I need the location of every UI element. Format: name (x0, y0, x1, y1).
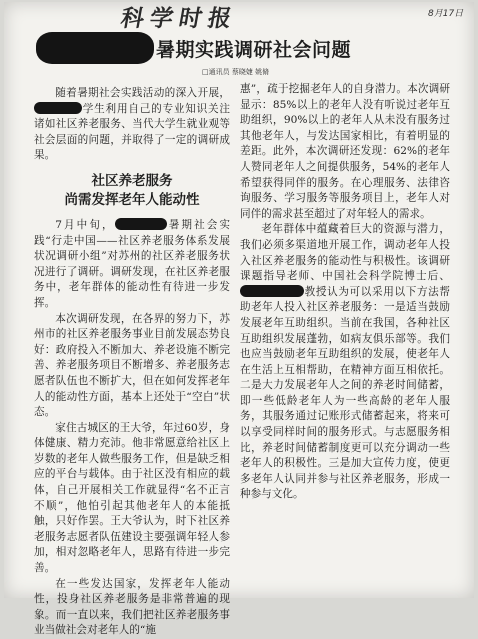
paragraph: 本次调研发现，在各界的努力下，苏州市的社区养老服务事业目前发展态势良好：政府投入不断加大、养老设施不断完善、养老服务项目不断增多、养老服务志愿者队伍也不断扩大，但在如何发挥老年人的能动性方面，基本上还处于“空白”状态。 (34, 312, 230, 419)
section-subheading (34, 172, 230, 210)
paragraph-text: 7月中旬， (55, 218, 115, 231)
redaction-block (36, 32, 154, 64)
paragraph: 家住古城区的王大爷，年过60岁，身体健康、精力充沛。他非常愿意给社区上岁数的老年人做些服务工作，但是缺乏相应的平台与载体。由于社区没有相应的载体，自己开展相关工作就显得“名不正言不顺”，他怕引起其他老年人的本能抵触，只好作罢。王大爷认为，时下社区养老服务志愿者队伍建设主要强调年轻人参加，相对忽略老年人，思路有待进一步完善。 (34, 421, 230, 575)
article-column-right (240, 82, 450, 598)
paragraph (34, 218, 230, 312)
paragraph-text: 学生利用自己的专业知识关注诸如社区养老服务、当代大学生就业观等社会层面的问题，并取得了一定的调研成果。 (34, 102, 230, 162)
paragraph-text: 随着暑期社会实践活动的深入开展， (55, 87, 230, 99)
paragraph (34, 86, 230, 164)
redaction-block (115, 218, 167, 230)
subheading-line: 社区养老服务 (91, 172, 173, 189)
subheading-line: 尚需发挥老年人能动性 (64, 191, 200, 208)
newspaper-masthead: 科学时报 (118, 5, 240, 32)
redaction-block (240, 285, 304, 297)
paragraph-text: 老年群体中蕴藏着巨大的资源与潜力，我们必须多渠道地开展工作，调动老年人投入社区养老服务的能动性与积极性。该调研课题指导老师、中国社会科学院博士后、 (240, 223, 450, 283)
article-column-left (34, 86, 230, 637)
newspaper-clipping (4, 2, 474, 637)
paragraph-text: 教授认为可以采用以下方法帮助老年人投入社区养老服务：一是适当鼓励发展老年互助组织。当前在我国，各种社区互助组织发展蓬勃，如病友俱乐部等。我们也应当鼓励老年互助组织的发展，使老年人在生活上互相帮助，在精神方面互相依托。二是大力发展老年人之间的养老时间储蓄，即一些低龄老年人为一些高龄的老年人服务，其服务通过记账形式储蓄起来，将来可以享受同样时间的服务形式。与志愿服务相比，养老时间储蓄制度更可以充分调动一些老年人的积极性。三是加大宣传力度，使更多老年人认同并参与社区养老服务，形成一种参与文化。 (240, 285, 450, 501)
paragraph: 惠”，疏于挖掘老年人的自身潜力。本次调研显示：85%以上的老年人没有听说过老年互助组织，90%以上的老年人从未没有服务过其他老年人，与发达国家相比，有着明显的差距。此外，本次调研还发现：62%的老年人赞同老年人之间提供服务，54%的老年人希望获得同伴的服务。在心理服务、法律咨询服务、学习服务等服务项目上，老年人对同伴的需求甚至超过了对年轻人的需求。 (240, 83, 450, 220)
paragraph-text: 暑期社会实践“行走中国——社区养老服务体系发展状况调研小组”对苏州的社区养老服务状况进行了调研。调研发现，在社区养老服务中，老年群体的能动性有待进一步发挥。 (34, 218, 230, 309)
handwritten-date: 8月17日 (428, 9, 464, 19)
redaction-block (34, 102, 82, 114)
paragraph: 在一些发达国家，发挥老年人能动性，投身社区养老服务是非常普遍的现象。而一直以来，我们把社区养老服务事业当做社会对老年人的“施 (34, 577, 230, 637)
paragraph (240, 222, 450, 503)
article-byline: □通讯员 蔡晓婕 姚脩 (202, 68, 270, 76)
article-headline: 暑期实践调研社会问题 (156, 39, 352, 61)
